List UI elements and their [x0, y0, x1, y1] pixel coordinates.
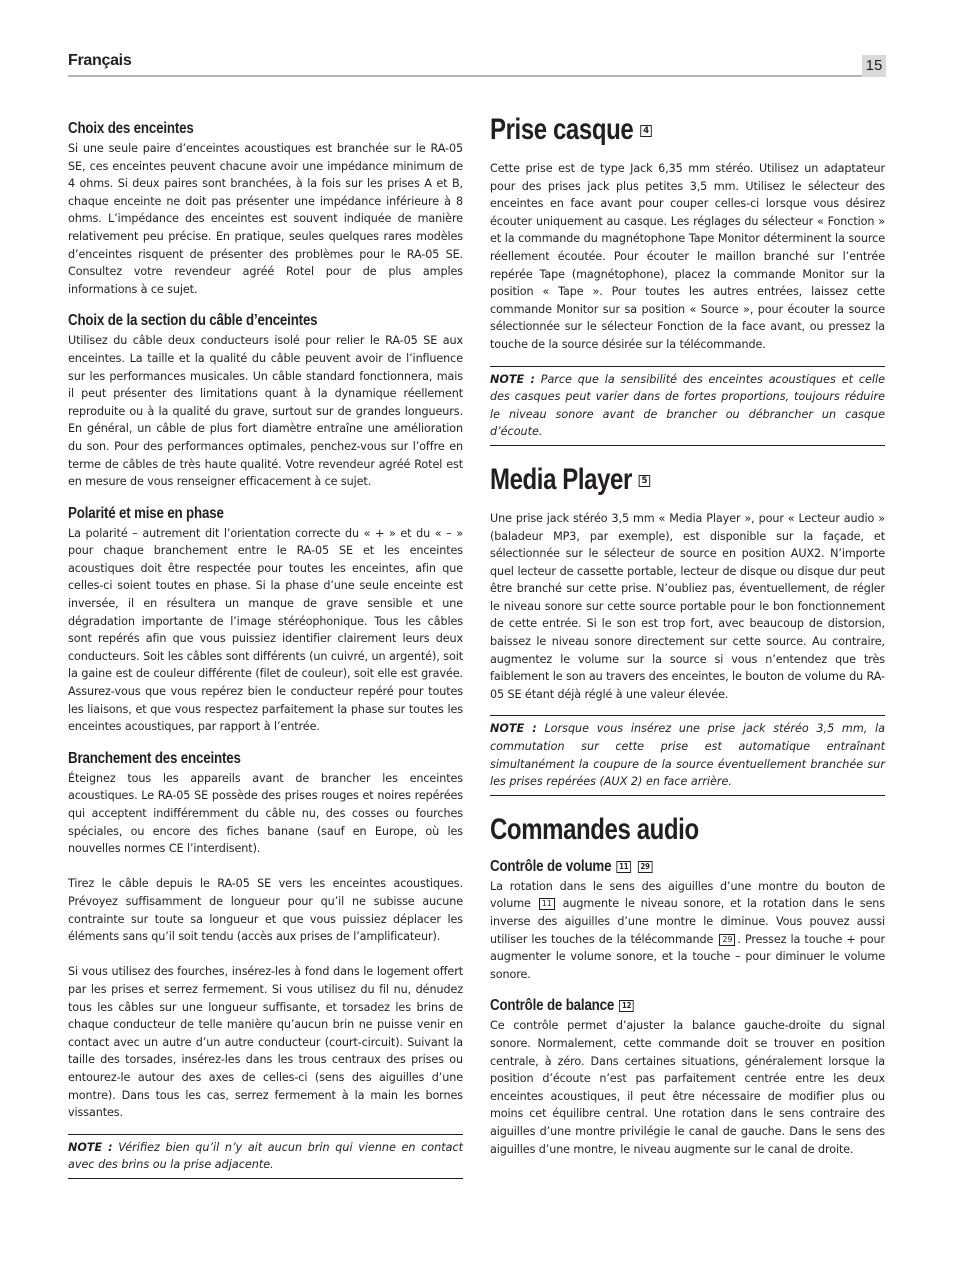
ref-box: 29	[638, 861, 652, 873]
note-text: Lorsque vous insérez une prise jack stéréo 3,5 mm, la commutation sur cette prise est automatique entraînant simultanément la coupure de la source éventuellement branchée sur les prises repérées (AUX 2) en face arrière.	[490, 722, 885, 789]
heading-section-cable: Choix de la section du câble d’enceintes	[68, 312, 318, 330]
note-label: NOTE :	[490, 372, 535, 386]
paragraph-choix-enceintes: Si une seule paire d’enceintes acoustiques est branchée sur le RA-05 SE, ces enceintes peuvent chacune avoir une impédance minimum de 4 ohms. Si deux paires sont branchées, à la fois sur les prises A et B, chaque enceinte ne doit pas présenter une impédance inférieure à 8 ohms. L’impédance des enceintes est souvent indiquée de manière relativement peu précise. En pratique, seules quelques rares modèles d’enceintes risquent de présenter des problèmes pour le RA-05 SE. Consultez votre revendeur agréé Rotel pour de plus amples informations à ce sujet.	[68, 142, 463, 296]
heading-commandes-audio: Commandes audio	[490, 812, 699, 846]
ref-box: 5	[639, 475, 650, 487]
note-branchement	[68, 1134, 463, 1179]
right-column	[490, 110, 885, 1158]
note-text: Vérifiez bien qu’il n’y ait aucun brin qui vienne en contact avec des brins ou la prise adjacente.	[68, 1140, 464, 1172]
ref-box: 12	[619, 1000, 633, 1012]
paragraph-controle-volume	[490, 878, 885, 984]
language-header: Français	[68, 52, 132, 69]
note-media-player	[490, 715, 885, 795]
heading-controle-balance-text: Contrôle de balance	[490, 997, 615, 1015]
heading-branchement: Branchement des enceintes	[68, 749, 241, 767]
header-rule	[68, 75, 862, 77]
heading-controle-volume-text: Contrôle de volume	[490, 857, 612, 875]
ref-box: 11	[539, 898, 555, 910]
note-text: Parce que la sensibilité des enceintes acoustiques et celle des casques peut varier dans de fortes proportions, toujours réduire le niveau sonore avant de brancher ou débrancher un casque d’écoute.	[490, 372, 885, 439]
heading-prise-casque-text: Prise casque	[490, 113, 634, 146]
heading-choix-enceintes: Choix des enceintes	[68, 120, 194, 137]
ref-box: 11	[617, 861, 631, 873]
heading-polarite: Polarité et mise en phase	[68, 504, 224, 522]
note-label: NOTE :	[490, 722, 537, 736]
paragraph-polarite: La polarité – autrement dit l’orientation correcte du « + » et du « – » pour chaque branchement entre le RA-05 SE et les enceintes acoustiques doit être respectée pour toutes les enceintes, afin que celles-ci soient toutes en phase. Si la phase d’une seule enceinte est inversée, il en résultera un manque de grave sensible et une dégradation importante de l’image stéréophonique. Tous les câbles sont repérés afin que vous puissiez identifier clairement leurs deux conducteurs. Soit les câbles sont différents (un cuivré, un argenté), soit la gaine est de couleur différente (filet de couleur), soit elle est gravée. Assurez-vous que vous repérez bien le conducteur repéré pour toutes les liaisons, et que vous respectez parfaitement la phase sur toutes les enceintes acoustiques, par rapport à l’entrée.	[68, 526, 463, 734]
paragraph-prise-casque: Cette prise est de type Jack 6,35 mm stéréo. Utilisez un adaptateur pour des prises jack plus petites 3,5 mm. Utilisez le sélecteur des enceintes en face avant pour couper celles-ci lorsque vous désirez écouter uniquement au casque. Les réglages du sélecteur « Fonction » et la commande du magnétophone Tape Monitor déterminent la source réellement écoutée. Pour écouter le maillon branché sur l’entrée repérée Tape (magnétophone), placez la commande Monitor sur la position « Tape ». Pour toutes les autres entrées, laissez cette commande Monitor sur sa position « Source », pour écouter la source sélectionnée sur le sélecteur Fonction de la face avant, ou pressez la touche de la source désirée sur la télécommande.	[490, 162, 885, 351]
heading-media-player-text: Media Player	[490, 462, 632, 496]
page-number: 15	[862, 55, 886, 77]
paragraph-controle-balance: Ce contrôle permet d’ajuster la balance gauche-droite du signal sonore. Normalement, cette commande doit se trouver en position centrale, à zéro. Dans certaines situations, généralement lorsque la position d’écoute n’est pas parfaitement centrée entre les deux enceintes acoustiques, il peut être nécessaire de modifier plus ou moins cet équilibre central. Une rotation dans le sens contraire des aiguilles d’une montre privilégie le canal de gauche. Dans le sens des aiguilles d’une montre, le niveau augmente sur le canal de droite.	[490, 1019, 885, 1156]
volume-text-a: La rotation dans le sens des aiguilles d’une montre du bouton de volume	[490, 879, 885, 911]
heading-media-player	[490, 460, 806, 500]
ref-box: 4	[640, 125, 651, 137]
heading-prise-casque	[490, 110, 806, 150]
left-column	[68, 118, 463, 1179]
paragraph-media-player: Une prise jack stéréo 3,5 mm « Media Player », pour « Lecteur audio » (baladeur MP3, par exemple), est disponible sur la façade, et sélectionnée sur le sélecteur de source en position AUX2. N’importe quel lecteur de cassette portable, lecteur de disque ou disque dur peut être branché sur cette prise. N’oubliez pas, éventuellement, de régler le niveau sonore sur cette source portable pour le bon fonctionnement de cette entrée. Si le son est trop fort, avec beaucoup de distorsion, baissez le niveau sonore directement sur cette source. Au contraire, augmentez le volume sur la source si vous n’entendez que très faiblement le son au travers des enceintes, le bouton de volume du RA-05 SE étant déjà réglé à une valeur élevée.	[490, 511, 885, 701]
note-label: NOTE :	[68, 1140, 113, 1154]
paragraph-branchement-3: Si vous utilisez des fourches, insérez-les à fond dans le logement offert par les prises et serrez fermement. Si vous utilisez du fil nu, dénudez tous les câbles sur une longueur suffisante, et torsadez les brins de chaque conducteur de telle manière qu’aucun brin ne puisse venir en contact avec un autre d’un autre conducteur (court-circuit). Suivant la taille des torsades, insérez-les dans les trous centraux des prises ou entourez-le autour des axes de celles-ci (sens des aiguilles d’une montre). Dans tous les cas, serrez fermement à la main les bornes vissantes.	[68, 965, 463, 1120]
paragraph-section-cable: Utilisez du câble deux conducteurs isolé pour relier le RA-05 SE aux enceintes. La taille et la qualité du câble peuvent avoir de l’influence sur les performances musicales. Un câble standard fonctionnera, mais il peut présenter des limitations quant à la dynamique réellement reproduite ou à la qualité du grave, surtout sur de grandes longueurs. En général, un câble de plus fort diamètre entraîne une amélioration du son. Pour des performances optimales, penchez-vous sur l’offre en terme de câbles de très haute qualité. Votre revendeur agréé Rotel est en mesure de vous renseigner efficacement à ce sujet.	[68, 334, 463, 489]
volume-text-b: augmente le niveau sonore, et la rotation dans le sens inverse des aiguilles d’une montre le diminue. Vous pouvez aussi utiliser les touches de la télécommande	[490, 897, 886, 946]
heading-controle-volume	[490, 856, 830, 878]
heading-controle-balance	[490, 995, 830, 1017]
note-prise-casque	[490, 366, 885, 446]
paragraph-branchement-1: Éteignez tous les appareils avant de brancher les enceintes acoustiques. Le RA-05 SE possède des prises rouges et noires repérées qui acceptent indifféremment du câble nu, des cosses ou fourches spéciales, ou encore des fiches banane (sauf en Europe, où les nouvelles normes CE l’interdisent).	[68, 771, 463, 856]
paragraph-branchement-2: Tirez le câble depuis le RA-05 SE vers les enceintes acoustiques. Prévoyez suffisamment de longueur pour qu’il ne subisse aucune contrainte sur toute sa longueur et que vous puissiez déplacer les éléments sans qu’il soit tendu (accès aux prises de l’amplificateur).	[68, 877, 463, 944]
ref-box: 29	[719, 934, 735, 946]
volume-text-c: . Pressez la touche + pour augmenter le volume sonore, et la touche – pour diminuer le volume sonore.	[490, 932, 885, 981]
